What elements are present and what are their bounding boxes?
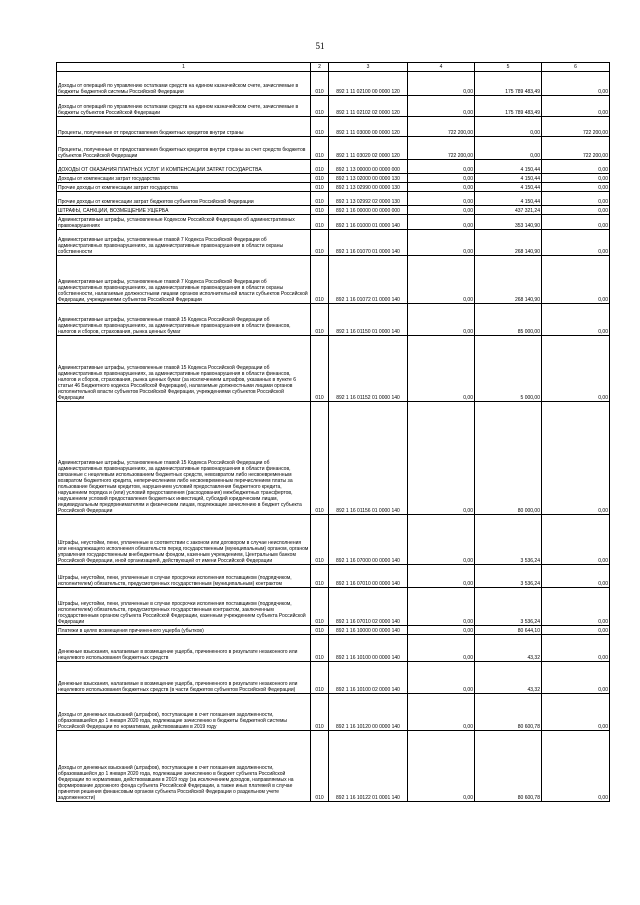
row-name: Административные штрафы, установленные Кодексом Российской Федерации об административных правонарушениях — [57, 215, 311, 230]
column-header-6: 6 — [542, 63, 610, 72]
row-approved-amount: 722 200,00 — [408, 117, 475, 137]
row-code: 010 — [311, 183, 329, 192]
column-header-3: 3 — [329, 63, 408, 72]
row-name: Денежные взыскания, налагаемые в возмещение ущерба, причиненного в результате незаконного или нецелевого использования бюджетных средств (в части бюджетов субъектов Российской Федерации) — [57, 662, 311, 694]
row-budget-code: 892 1 16 07010 02 0000 140 — [329, 588, 408, 626]
row-name: ДОХОДЫ ОТ ОКАЗАНИЯ ПЛАТНЫХ УСЛУГ И КОМПЕНСАЦИИ ЗАТРАТ ГОСУДАРСТВА — [57, 160, 311, 174]
row-approved-amount: 0,00 — [408, 304, 475, 336]
row-code: 010 — [311, 694, 329, 731]
row-name: Проценты, полученные от предоставления бюджетных кредитов внутри страны — [57, 117, 311, 137]
table-row — [57, 137, 610, 160]
row-budget-code: 892 1 11 02100 00 0000 120 — [329, 72, 408, 96]
row-budget-code: 892 1 16 01070 01 0000 140 — [329, 230, 408, 256]
row-unexecuted-amount: 0,00 — [542, 72, 610, 96]
row-unexecuted-amount: 0,00 — [542, 515, 610, 565]
row-code: 010 — [311, 626, 329, 635]
row-unexecuted-amount: 0,00 — [542, 206, 610, 215]
row-approved-amount: 0,00 — [408, 96, 475, 117]
column-header-4: 4 — [408, 63, 475, 72]
revenue-table — [56, 62, 610, 802]
row-name: Платежи в целях возмещения причиненного ущерба (убытков) — [57, 626, 311, 635]
row-code: 010 — [311, 72, 329, 96]
row-executed-amount: 80 000,00 — [475, 402, 542, 515]
row-name: Штрафы, неустойки, пени, уплаченные в случае просрочки исполнения поставщиком (подрядчиком, исполнителем) обязательств, предусмотренных государственным (муниципальным) контрактом — [57, 565, 311, 588]
row-code: 010 — [311, 565, 329, 588]
row-code: 010 — [311, 96, 329, 117]
row-unexecuted-amount: 0,00 — [542, 731, 610, 802]
row-unexecuted-amount: 0,00 — [542, 626, 610, 635]
row-budget-code: 892 1 16 01156 01 0000 140 — [329, 402, 408, 515]
row-executed-amount: 4 150,44 — [475, 174, 542, 183]
row-budget-code: 892 1 16 01000 01 0000 140 — [329, 215, 408, 230]
row-budget-code: 892 1 13 02000 00 0000 130 — [329, 174, 408, 183]
table-row — [57, 230, 610, 256]
table-row — [57, 694, 610, 731]
row-approved-amount: 0,00 — [408, 694, 475, 731]
row-executed-amount: 3 536,24 — [475, 515, 542, 565]
row-name: Штрафы, неустойки, пени, уплаченные в соответствии с законом или договором в случае неисполнения или ненадлежащего исполнения обязательств перед государственным (муниципальным) органом, органом управления государственным внебюджетным фондом, казенным учреждением, Центральным банком Российской Федерации, иной организацией, действующей от имени Российской Федерации — [57, 515, 311, 565]
row-unexecuted-amount: 0,00 — [542, 230, 610, 256]
row-budget-code: 892 1 11 02102 02 0000 120 — [329, 96, 408, 117]
table-row — [57, 96, 610, 117]
page-number: 51 — [315, 41, 325, 51]
row-budget-code: 892 1 16 01152 01 0000 140 — [329, 336, 408, 402]
row-executed-amount: 437 321,24 — [475, 206, 542, 215]
row-code: 010 — [311, 635, 329, 662]
row-approved-amount: 0,00 — [408, 402, 475, 515]
table-row — [57, 72, 610, 96]
row-unexecuted-amount: 0,00 — [542, 183, 610, 192]
row-code: 010 — [311, 215, 329, 230]
row-approved-amount: 722 200,00 — [408, 137, 475, 160]
row-name: Денежные взыскания, налагаемые в возмещение ущерба, причиненного в результате незаконного или нецелевого использования бюджетных средств — [57, 635, 311, 662]
table-body — [57, 72, 610, 802]
table-row — [57, 402, 610, 515]
row-executed-amount: 268 140,90 — [475, 230, 542, 256]
row-code: 010 — [311, 192, 329, 206]
row-unexecuted-amount: 0,00 — [542, 256, 610, 304]
row-unexecuted-amount: 0,00 — [542, 402, 610, 515]
row-unexecuted-amount: 0,00 — [542, 694, 610, 731]
table-row — [57, 174, 610, 183]
column-header-5: 5 — [475, 63, 542, 72]
row-code: 010 — [311, 230, 329, 256]
row-code: 010 — [311, 206, 329, 215]
row-unexecuted-amount: 0,00 — [542, 160, 610, 174]
row-unexecuted-amount: 0,00 — [542, 174, 610, 183]
row-budget-code: 892 1 16 10000 00 0000 140 — [329, 626, 408, 635]
row-unexecuted-amount: 0,00 — [542, 215, 610, 230]
row-budget-code: 892 1 16 10100 02 0000 140 — [329, 662, 408, 694]
table-row — [57, 626, 610, 635]
column-header-1: 1 — [57, 63, 311, 72]
row-name: Прочие доходы от компенсации затрат бюджетов субъектов Российской Федерации — [57, 192, 311, 206]
row-name: Доходы от компенсации затрат государства — [57, 174, 311, 183]
row-budget-code: 892 1 16 07010 00 0000 140 — [329, 565, 408, 588]
row-approved-amount: 0,00 — [408, 515, 475, 565]
row-code: 010 — [311, 731, 329, 802]
row-approved-amount: 0,00 — [408, 256, 475, 304]
row-unexecuted-amount: 0,00 — [542, 565, 610, 588]
row-budget-code: 892 1 11 03020 02 0000 120 — [329, 137, 408, 160]
row-code: 010 — [311, 402, 329, 515]
row-executed-amount: 43,32 — [475, 662, 542, 694]
row-budget-code: 892 1 16 00000 00 0000 000 — [329, 206, 408, 215]
row-executed-amount: 3 536,24 — [475, 588, 542, 626]
row-executed-amount: 80 600,78 — [475, 694, 542, 731]
row-name: Административные штрафы, установленные главой 15 Кодекса Российской Федерации об административных правонарушениях, за административные правонарушения в области финансов, налогов и сборов, страхования, рынка ценных бумаг — [57, 304, 311, 336]
row-name: Доходы от денежных взысканий (штрафов), поступающие в счет погашения задолженности, образовавшейся до 1 января 2020 года, подлежащие зачислению в бюджеты бюджетной системы Российской Федерации по нормативам, действовавшим в 2019 году — [57, 694, 311, 731]
row-executed-amount: 353 140,90 — [475, 215, 542, 230]
row-executed-amount: 3 536,24 — [475, 565, 542, 588]
row-approved-amount: 0,00 — [408, 731, 475, 802]
table-row — [57, 206, 610, 215]
row-code: 010 — [311, 336, 329, 402]
row-budget-code: 892 1 11 03000 00 0000 120 — [329, 117, 408, 137]
row-executed-amount: 175 789 483,49 — [475, 96, 542, 117]
row-unexecuted-amount: 0,00 — [542, 96, 610, 117]
row-approved-amount: 0,00 — [408, 183, 475, 192]
row-budget-code: 892 1 13 02990 00 0000 130 — [329, 183, 408, 192]
row-budget-code: 892 1 16 01150 01 0000 140 — [329, 304, 408, 336]
row-approved-amount: 0,00 — [408, 635, 475, 662]
row-executed-amount: 268 140,90 — [475, 256, 542, 304]
column-number-row — [57, 63, 610, 72]
row-name: Штрафы, неустойки, пени, уплаченные в случае просрочки исполнения поставщиком (подрядчиком, исполнителем) обязательств, предусмотренных государственным контрактом, заключенным государственным органом субъекта Российской Федерации, казенным учреждением субъекта Российской Федерации — [57, 588, 311, 626]
row-executed-amount: 4 150,44 — [475, 160, 542, 174]
row-unexecuted-amount: 0,00 — [542, 588, 610, 626]
row-budget-code: 892 1 16 10100 00 0000 140 — [329, 635, 408, 662]
row-name: Доходы от денежных взысканий (штрафов), поступающие в счет погашения задолженности, образовавшейся до 1 января 2020 года, подлежащие зачислению в бюджет субъекта Российской Федерации по нормативам, действовавшим в 2019 году (за исключением доходов, направляемых на формирование дорожного фонда субъекта Российской Федерации, а также иных платежей в случае принятия решения финансовым органом субъекта Российской Федерации о раздельном учете задолженности) — [57, 731, 311, 802]
row-executed-amount: 5 000,00 — [475, 336, 542, 402]
row-code: 010 — [311, 304, 329, 336]
table-row — [57, 635, 610, 662]
row-code: 010 — [311, 160, 329, 174]
table-row — [57, 160, 610, 174]
row-name: Доходы от операций по управлению остатками средств на едином казначейском счете, зачисляемые в бюджеты субъектов Российской Федерации — [57, 96, 311, 117]
row-approved-amount: 0,00 — [408, 588, 475, 626]
row-approved-amount: 0,00 — [408, 174, 475, 183]
row-unexecuted-amount: 0,00 — [542, 336, 610, 402]
row-unexecuted-amount: 0,00 — [542, 635, 610, 662]
row-executed-amount: 175 789 483,49 — [475, 72, 542, 96]
row-approved-amount: 0,00 — [408, 160, 475, 174]
row-approved-amount: 0,00 — [408, 72, 475, 96]
table-row — [57, 183, 610, 192]
row-approved-amount: 0,00 — [408, 626, 475, 635]
row-unexecuted-amount: 722 200,00 — [542, 117, 610, 137]
row-budget-code: 892 1 16 01072 01 0000 140 — [329, 256, 408, 304]
row-name: Административные штрафы, установленные главой 15 Кодекса Российской Федерации об административных правонарушениях, за административные правонарушения в области финансов, налогов и сборов, страхования, рынка ценных бумаг (за исключением штрафов, указанных в пункте 6 статьи 46 Бюджетного кодекса Российской Федерации), налагаемые должностными лицами органов исполнительной власти субъектов Российской Федерации, учреждениями субъектов Российской Федерации — [57, 336, 311, 402]
row-executed-amount: 0,00 — [475, 137, 542, 160]
row-budget-code: 892 1 16 10120 00 0000 140 — [329, 694, 408, 731]
row-unexecuted-amount: 722 200,00 — [542, 137, 610, 160]
row-name: Административные штрафы, установленные главой 7 Кодекса Российской Федерации об административных правонарушениях, за административные правонарушения в области охраны собственности, налагаемые должностными лицами органов исполнительной власти субъектов Российской Федерации, учреждениями субъектов Российской Федерации — [57, 256, 311, 304]
table-row — [57, 565, 610, 588]
column-header-2: 2 — [311, 63, 329, 72]
row-budget-code: 892 1 16 10122 01 0001 140 — [329, 731, 408, 802]
row-budget-code: 892 1 13 02992 02 0000 130 — [329, 192, 408, 206]
row-name: Административные штрафы, установленные главой 7 Кодекса Российской Федерации об административных правонарушениях, за административные правонарушения в области охраны собственности — [57, 230, 311, 256]
row-code: 010 — [311, 515, 329, 565]
row-code: 010 — [311, 662, 329, 694]
row-unexecuted-amount: 0,00 — [542, 662, 610, 694]
row-executed-amount: 0,00 — [475, 117, 542, 137]
table-row — [57, 304, 610, 336]
row-approved-amount: 0,00 — [408, 215, 475, 230]
row-executed-amount: 43,32 — [475, 635, 542, 662]
row-name: Административные штрафы, установленные главой 15 Кодекса Российской Федерации об административных правонарушениях, за административные правонарушения в области финансов, связанные с нецелевым использованием бюджетных средств, невозвратом либо несвоевременным возвратом бюджетного кредита, неперечислением либо несвоевременным перечислением платы за пользование бюджетным кредитом, нарушением условий предоставления бюджетного кредита, нарушением порядка и (или) условий предоставления (расходования) межбюджетных трансфертов, нарушением условий предоставления бюджетных инвестиций, субсидий юридическим лицам, индивидуальным предпринимателям и физическим лицам, подлежащие зачислению в бюджет субъекта Российской Федерации — [57, 402, 311, 515]
row-executed-amount: 80 600,78 — [475, 731, 542, 802]
row-budget-code: 892 1 13 00000 00 0000 000 — [329, 160, 408, 174]
table-row — [57, 215, 610, 230]
row-name: Доходы от операций по управлению остатками средств на едином казначейском счете, зачисляемые в бюджеты бюджетной системы Российской Федерации — [57, 72, 311, 96]
row-executed-amount: 4 150,44 — [475, 192, 542, 206]
row-approved-amount: 0,00 — [408, 206, 475, 215]
row-executed-amount: 85 000,00 — [475, 304, 542, 336]
table-row — [57, 515, 610, 565]
row-code: 010 — [311, 174, 329, 183]
row-code: 010 — [311, 137, 329, 160]
row-unexecuted-amount: 0,00 — [542, 192, 610, 206]
row-code: 010 — [311, 117, 329, 137]
row-unexecuted-amount: 0,00 — [542, 304, 610, 336]
table-row — [57, 192, 610, 206]
row-approved-amount: 0,00 — [408, 192, 475, 206]
row-executed-amount: 4 150,44 — [475, 183, 542, 192]
row-executed-amount: 80 644,10 — [475, 626, 542, 635]
row-approved-amount: 0,00 — [408, 662, 475, 694]
row-name: Прочие доходы от компенсации затрат государства — [57, 183, 311, 192]
row-approved-amount: 0,00 — [408, 336, 475, 402]
row-approved-amount: 0,00 — [408, 230, 475, 256]
row-name: ШТРАФЫ, САНКЦИИ, ВОЗМЕЩЕНИЕ УЩЕРБА — [57, 206, 311, 215]
table-row — [57, 256, 610, 304]
table-row — [57, 662, 610, 694]
table-row — [57, 588, 610, 626]
table-row — [57, 117, 610, 137]
table-row — [57, 731, 610, 802]
row-code: 010 — [311, 256, 329, 304]
row-name: Проценты, полученные от предоставления бюджетных кредитов внутри страны за счет средств бюджетов субъектов Российской Федерации — [57, 137, 311, 160]
row-approved-amount: 0,00 — [408, 565, 475, 588]
row-code: 010 — [311, 588, 329, 626]
row-budget-code: 892 1 16 07000 00 0000 140 — [329, 515, 408, 565]
table-row — [57, 336, 610, 402]
